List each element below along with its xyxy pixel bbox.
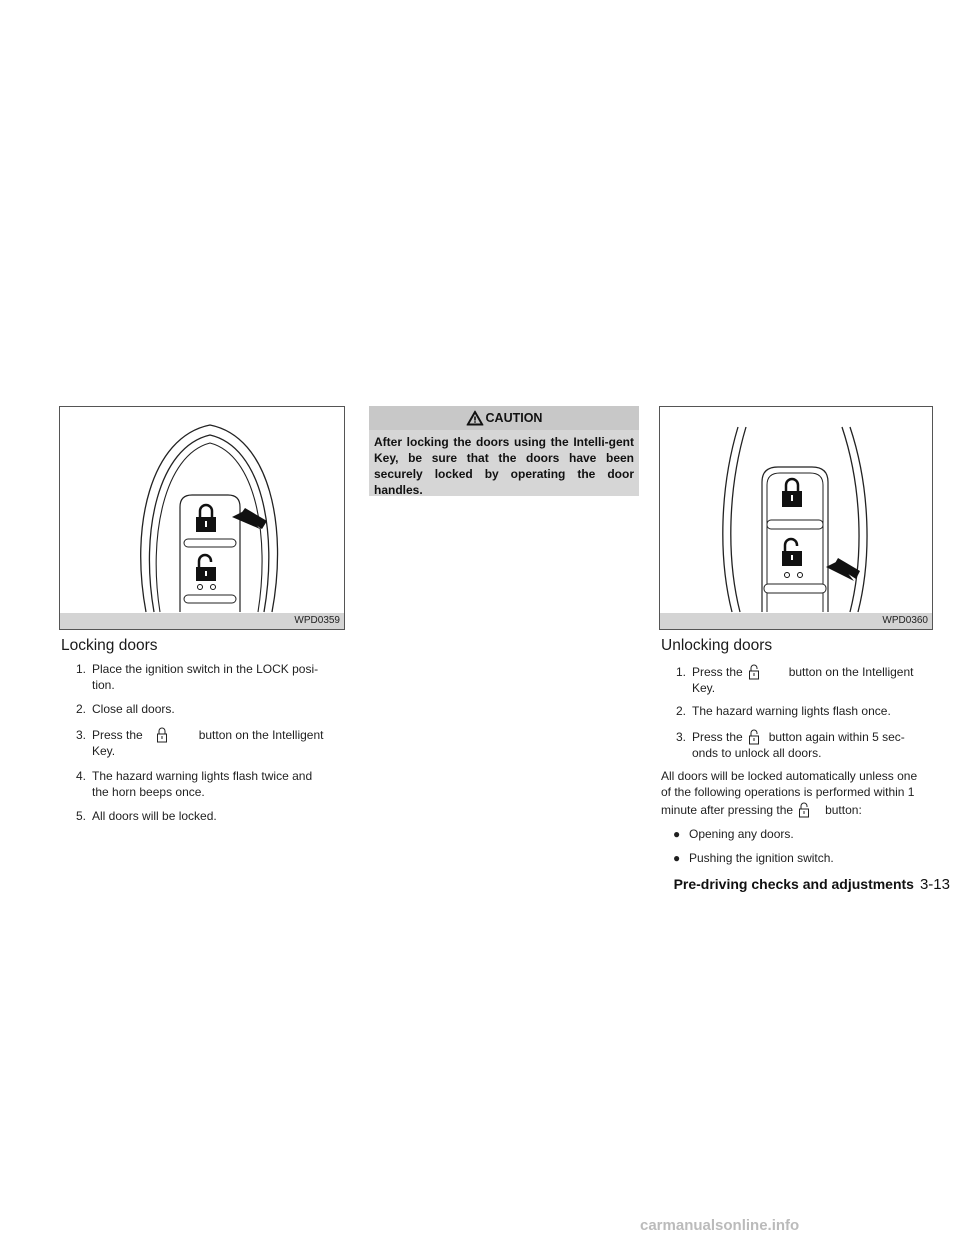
unlocking-step-1: 1. Press the button on the Intelligent Key. [676, 665, 914, 695]
auto-lock-paragraph: All doors will be locked automatically unless one of the following operations is performed within 1 minute after pressing the button: [661, 769, 918, 817]
unlock-button-icon [747, 729, 761, 745]
locking-step-1: 1. Place the ignition switch in the LOCK posi- tion. [76, 662, 319, 692]
figure-lock-key [59, 406, 345, 630]
caution-title: CAUTION [485, 411, 543, 425]
figure-code: WPD0360 [660, 613, 932, 629]
unlocking-step-3: 3. Press the button again within 5 sec- onds to unlock all doors. [676, 730, 905, 760]
watermark: carmanualsonline.info [640, 1217, 800, 1234]
unlock-button-icon [797, 802, 811, 818]
warning-triangle-icon [466, 410, 484, 426]
figure-unlock-key [659, 406, 933, 630]
bullet-dot: ● [673, 851, 681, 865]
page-number: 3-13 [919, 876, 950, 893]
lock-button-icon [155, 727, 169, 743]
bullet-dot: ● [673, 827, 681, 841]
caution-text: After locking the doors using the Intelli-gent Key, be sure that the doors have been securely locked by operating the door handles. [374, 435, 634, 497]
figure-code: WPD0359 [60, 613, 344, 629]
locking-step-3: 3. Press the button on the Intelligent Key. [76, 728, 324, 758]
caution-header [369, 406, 639, 430]
intelligent-key-lock-illustration [60, 407, 346, 615]
intelligent-key-unlock-illustration [660, 407, 934, 615]
page-footer [620, 876, 950, 893]
locking-step-5: 5. All doors will be locked. [76, 809, 217, 823]
section-title: Pre-driving checks and adjustments [673, 876, 914, 892]
unlock-button-icon [747, 664, 761, 680]
bullet-item: ● Opening any doors. [673, 827, 794, 841]
bullet-item: ● Pushing the ignition switch. [673, 851, 834, 865]
locking-step-4: 4. The hazard warning lights flash twice and the horn beeps once. [76, 769, 313, 799]
heading-locking-doors: Locking doors [61, 637, 158, 654]
locking-step-2: 2. Close all doors. [76, 702, 175, 716]
caution-box [369, 406, 639, 496]
heading-unlocking-doors: Unlocking doors [661, 637, 773, 654]
unlocking-step-2: 2. The hazard warning lights flash once. [676, 704, 891, 718]
